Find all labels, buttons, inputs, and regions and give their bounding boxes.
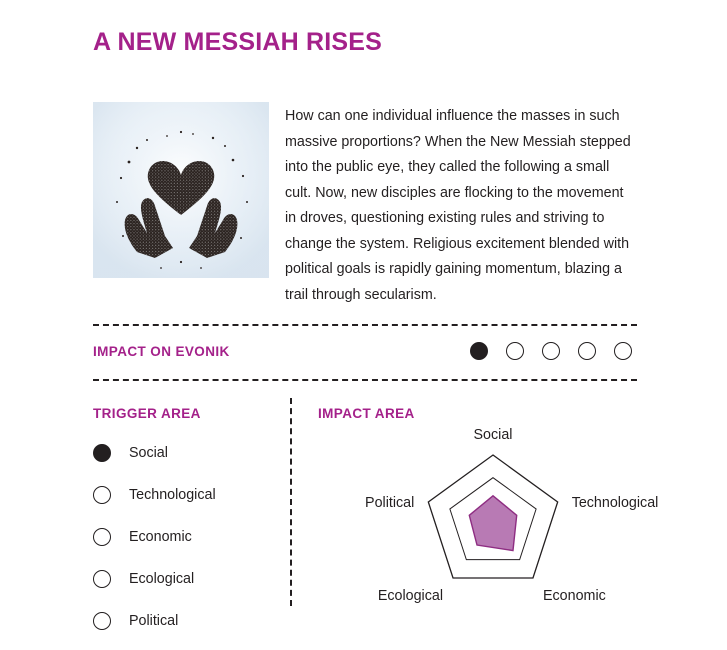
divider-vertical <box>290 398 292 606</box>
hero-image <box>93 102 269 278</box>
trigger-item-economic[interactable] <box>93 520 273 553</box>
radio-icon[interactable] <box>93 486 111 504</box>
impact-dot-2[interactable] <box>506 342 524 360</box>
trigger-item-label: Technological <box>129 486 216 503</box>
radar-label-technological: Technological <box>571 495 659 511</box>
radio-icon[interactable] <box>93 612 111 630</box>
radio-icon[interactable] <box>93 444 111 462</box>
radar-label-economic: Economic <box>543 588 606 604</box>
impact-on-evonik-label: IMPACT ON EVONIK <box>93 344 230 359</box>
trigger-item-ecological[interactable] <box>93 562 273 595</box>
radar-label-ecological: Ecological <box>377 588 443 604</box>
impact-dot-5[interactable] <box>614 342 632 360</box>
body-paragraph: How can one individual influence the masses in such massive proportions? When the New Messiah stepped into the public eye, they called the following a small cult. Now, new disciples are flocking to the movement in droves, questioning existing rules and striving to change the system. Religious excitement blended with political goals is rapidly gaining momentum, blazing a trail through secularism. <box>285 108 631 303</box>
radar-series-polygon <box>469 496 516 551</box>
impact-area-radar-chart <box>318 428 668 613</box>
impact-rating-dots[interactable] <box>470 342 632 360</box>
radar-label-political: Political <box>365 495 415 511</box>
trigger-item-technological[interactable] <box>93 478 273 511</box>
trigger-area-heading: TRIGGER AREA <box>93 406 201 421</box>
trigger-item-label: Economic <box>129 528 192 545</box>
page-title: A NEW MESSIAH RISES <box>93 28 383 56</box>
radio-icon[interactable] <box>93 528 111 546</box>
impact-dot-1[interactable] <box>470 342 488 360</box>
trigger-area-list <box>93 436 273 646</box>
trigger-item-label: Political <box>129 612 179 629</box>
radar-label-social: Social <box>473 427 513 443</box>
divider-bottom <box>93 379 637 381</box>
divider-top <box>93 324 637 326</box>
impact-dot-3[interactable] <box>542 342 560 360</box>
impact-area-heading: IMPACT AREA <box>318 406 415 421</box>
trigger-item-political[interactable] <box>93 604 273 637</box>
impact-dot-4[interactable] <box>578 342 596 360</box>
trigger-item-label: Ecological <box>129 570 195 587</box>
trigger-item-label: Social <box>129 444 168 461</box>
trigger-item-social[interactable] <box>93 436 273 469</box>
radio-icon[interactable] <box>93 570 111 588</box>
